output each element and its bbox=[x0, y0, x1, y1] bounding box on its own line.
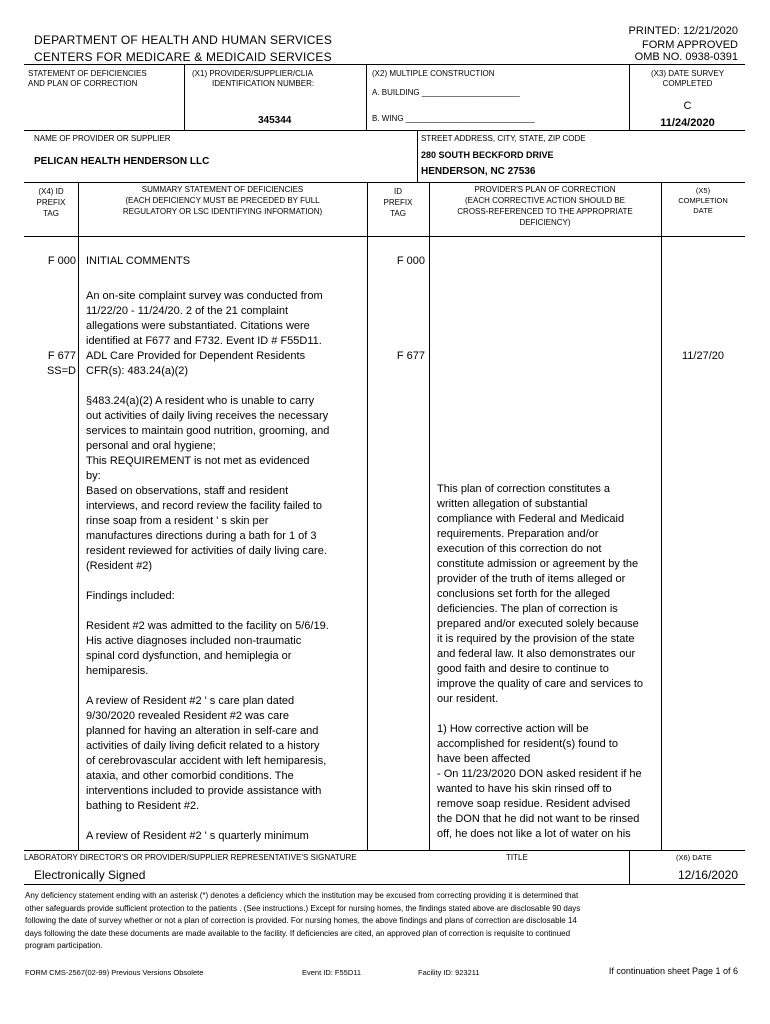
plan-line: prepared and/or executed solely because bbox=[437, 618, 639, 630]
statement-label: STATEMENT OF DEFICIENCIES bbox=[28, 69, 147, 78]
street-address: 280 SOUTH BECKFORD DRIVE bbox=[421, 150, 554, 160]
plan-line: and federal law. It also demonstrates our bbox=[437, 648, 636, 660]
agency-title: CENTERS FOR MEDICARE & MEDICAID SERVICES bbox=[34, 50, 332, 64]
plan-line: improve the quality of care and services to bbox=[437, 678, 644, 690]
summary-line: ataxia, and other comorbid conditions. The bbox=[86, 770, 294, 782]
plan-line: off, he does not like a lot of water on his bbox=[437, 828, 631, 840]
plan-header: PROVIDER'S PLAN OF CORRECTION bbox=[474, 185, 616, 194]
survey-date: 11/24/2020 bbox=[660, 117, 715, 129]
x3-label-2: COMPLETED bbox=[662, 79, 713, 88]
omb-number: OMB NO. 0938-0391 bbox=[634, 51, 738, 63]
city-state-zip: HENDERSON, NC 27536 bbox=[421, 166, 536, 177]
plan-line: deficiencies. The plan of correction is bbox=[437, 603, 618, 615]
x3-label: (X3) DATE SURVEY bbox=[650, 69, 725, 78]
signature-date: 12/16/2020 bbox=[677, 868, 738, 882]
x2-label: (X2) MULTIPLE CONSTRUCTION bbox=[372, 69, 495, 78]
summary-header: SUMMARY STATEMENT OF DEFICIENCIES bbox=[141, 185, 304, 194]
title-label: TITLE bbox=[506, 853, 528, 862]
form-number: FORM CMS-2567(02-99) Previous Versions Obsolete bbox=[25, 968, 204, 977]
id-header-2: PREFIX bbox=[383, 198, 413, 207]
wing-label: B. WING _____________________________ bbox=[372, 114, 535, 123]
summary-line: bathing to Resident #2. bbox=[86, 800, 200, 812]
disclosure-footnote bbox=[25, 890, 655, 953]
summary-line: manufactures directions during a bath for 1 of 3 bbox=[86, 530, 317, 542]
summary-line: activities of daily living deficit related to a history bbox=[86, 740, 320, 752]
plan-line: execution of this correction do not bbox=[437, 543, 602, 555]
summary-line: by: bbox=[86, 470, 101, 482]
plan-of-correction-text bbox=[437, 482, 652, 842]
summary-line: out activities of daily living receives the necessary bbox=[86, 410, 329, 422]
plan-line: have been affected bbox=[437, 753, 531, 765]
footnote-line: program participation. bbox=[25, 941, 103, 950]
summary-line: (Resident #2) bbox=[86, 560, 153, 572]
building-label: A. BUILDING ______________________ bbox=[372, 88, 520, 97]
plan-line: good faith and desire to continue to bbox=[437, 663, 609, 675]
signature-label: LABORATORY DIRECTOR'S OR PROVIDER/SUPPLIER REPRESENTATIVE'S SIGNATURE bbox=[24, 853, 357, 862]
plan-line: remove soap residue. Resident advised bbox=[437, 798, 631, 810]
id-header-3: TAG bbox=[390, 209, 406, 218]
plan-header-4: DEFICIENCY) bbox=[519, 218, 571, 227]
provider-name: PELICAN HEALTH HENDERSON LLC bbox=[34, 156, 210, 167]
footnote-line: other safeguards provide sufficient protection to the patients . (See instructions.) Except for nursing homes, the findings stated above are disclosable 90 days bbox=[25, 903, 581, 913]
x5-header-3: DATE bbox=[693, 206, 713, 215]
plan-line: the DON that he did not want to be rinsed bbox=[437, 813, 640, 825]
printed-date: PRINTED: 12/21/2020 bbox=[628, 25, 738, 37]
summary-line: interventions included to provide assistance with bbox=[86, 785, 322, 797]
plan-header-3: CROSS-REFERENCED TO THE APPROPRIATE bbox=[457, 207, 633, 216]
summary-line: personal and oral hygiene; bbox=[86, 440, 216, 452]
plan-line: our resident. bbox=[437, 693, 499, 705]
id-header: ID bbox=[394, 187, 402, 196]
plan-line: conclusions set forth for the alleged bbox=[437, 588, 611, 600]
summary-line: This REQUIREMENT is not met as evidenced bbox=[86, 455, 310, 467]
completion-date: 11/27/20 bbox=[681, 350, 724, 362]
plan-line: written allegation of substantial bbox=[437, 498, 588, 510]
tag-f000: F 000 bbox=[47, 255, 76, 267]
summary-line: §483.24(a)(2) A resident who is unable to carry bbox=[86, 395, 315, 407]
summary-line: An on-site complaint survey was conducted from bbox=[86, 290, 323, 302]
provider-name-label: NAME OF PROVIDER OR SUPPLIER bbox=[34, 134, 171, 143]
provider-id-number: 345344 bbox=[258, 115, 292, 126]
plan-line: it is required by the provision of the state bbox=[437, 633, 635, 645]
summary-line: CFR(s): 483.24(a)(2) bbox=[86, 365, 189, 377]
summary-line: Findings included: bbox=[86, 590, 175, 602]
plan-line: wanted to have his skin rinsed off to bbox=[437, 783, 612, 795]
summary-line: A review of Resident #2 ' s care plan dated bbox=[86, 695, 295, 707]
plan-header-2: (EACH CORRECTIVE ACTION SHOULD BE bbox=[464, 196, 626, 205]
summary-line: hemiparesis. bbox=[86, 665, 149, 677]
plan-line: requirements. Preparation and/or bbox=[437, 528, 599, 540]
x6-date-label: (X6) DATE bbox=[676, 853, 712, 862]
summary-line: Resident #2 was admitted to the facility on 5/6/19. bbox=[86, 620, 329, 632]
plan-line: - On 11/23/2020 DON asked resident if he bbox=[437, 768, 642, 780]
x1-label: (X1) PROVIDER/SUPPLIER/CLIA bbox=[192, 69, 313, 78]
tag-f677: F 677 bbox=[47, 350, 76, 362]
summary-line: spinal cord dysfunction, and hemiplegia or bbox=[86, 650, 292, 662]
plan-line: 1) How corrective action will be bbox=[437, 723, 589, 735]
summary-line: Based on observations, staff and resident bbox=[86, 485, 289, 497]
summary-line: allegations were substantiated. Citations were bbox=[86, 320, 310, 332]
summary-line: A review of Resident #2 ' s quarterly minimum bbox=[86, 830, 309, 842]
initial-comments-heading: INITIAL COMMENTS bbox=[86, 255, 191, 267]
summary-line: of cerebrovascular accident with left hemiparesis, bbox=[86, 755, 327, 767]
footnote-line: days following the date these documents are made available to the facility. If deficiencies are cited, an approved plan of correction is requisite to continued bbox=[25, 928, 571, 938]
x5-header: (X5) bbox=[695, 186, 711, 195]
summary-text bbox=[86, 289, 386, 844]
id-tag-f677: F 677 bbox=[396, 350, 425, 362]
summary-line: identified at F677 and F732. Event ID # F55D11. bbox=[86, 335, 322, 347]
street-address-label: STREET ADDRESS, CITY, STATE, ZIP CODE bbox=[421, 134, 586, 143]
summary-line: 11/22/20 - 11/24/20. 2 of the 21 complaint bbox=[86, 305, 289, 317]
statement-label-2: AND PLAN OF CORRECTION bbox=[28, 79, 138, 88]
x4-header-3: TAG bbox=[43, 209, 59, 218]
summary-line: rinse soap from a resident ' s skin per bbox=[86, 515, 269, 527]
plan-line: accomplished for resident(s) found to bbox=[437, 738, 618, 750]
electronic-signature: Electronically Signed bbox=[34, 868, 146, 882]
plan-line: constitute admission or agreement by the bbox=[437, 558, 639, 570]
tag-severity: SS=D bbox=[46, 365, 76, 377]
summary-line: planned for having an alteration in self-care and bbox=[86, 725, 319, 737]
summary-line: services to maintain good nutrition, grooming, and bbox=[86, 425, 330, 437]
summary-line: interviews, and record review the facility failed to bbox=[86, 500, 322, 512]
footnote-line: following the date of survey whether or not a plan of correction is provided. For nursing homes, the above findings and plans of correction are disclosable 14 bbox=[25, 916, 577, 925]
department-title: DEPARTMENT OF HEALTH AND HUMAN SERVICES bbox=[34, 33, 333, 47]
summary-line: ADL Care Provided for Dependent Residents bbox=[86, 350, 306, 362]
plan-line: provider of the truth of items alleged or bbox=[437, 573, 626, 585]
x4-header: (X4) ID bbox=[38, 187, 64, 196]
event-id: Event ID: F55D11 bbox=[302, 968, 362, 977]
x5-header-2: COMPLETION bbox=[678, 196, 728, 205]
plan-line: This plan of correction constitutes a bbox=[437, 483, 611, 495]
id-tag-f000: F 000 bbox=[396, 255, 425, 267]
facility-id: Facility ID: 923211 bbox=[418, 968, 480, 977]
x4-header-2: PREFIX bbox=[36, 198, 66, 207]
x1-label-2: IDENTIFICATION NUMBER: bbox=[212, 79, 315, 88]
plan-line: compliance with Federal and Medicaid bbox=[437, 513, 625, 525]
footnote-line: Any deficiency statement ending with an asterisk (*) denotes a deficiency which the institution may be excused from correcting providing it is determined that bbox=[25, 891, 579, 900]
page-number: If continuation sheet Page 1 of 6 bbox=[608, 966, 738, 976]
form-approved: FORM APPROVED bbox=[642, 39, 738, 51]
survey-code: C bbox=[683, 100, 692, 112]
summary-line: His active diagnoses included non-traumatic bbox=[86, 635, 302, 647]
summary-line: 9/30/2020 revealed Resident #2 was care bbox=[86, 710, 290, 722]
summary-header-3: REGULATORY OR LSC IDENTIFYING INFORMATION) bbox=[122, 207, 323, 216]
summary-line: resident reviewed for activities of daily living care. bbox=[86, 545, 327, 557]
summary-header-2: (EACH DEFICIENCY MUST BE PRECEDED BY FULL bbox=[125, 196, 320, 205]
